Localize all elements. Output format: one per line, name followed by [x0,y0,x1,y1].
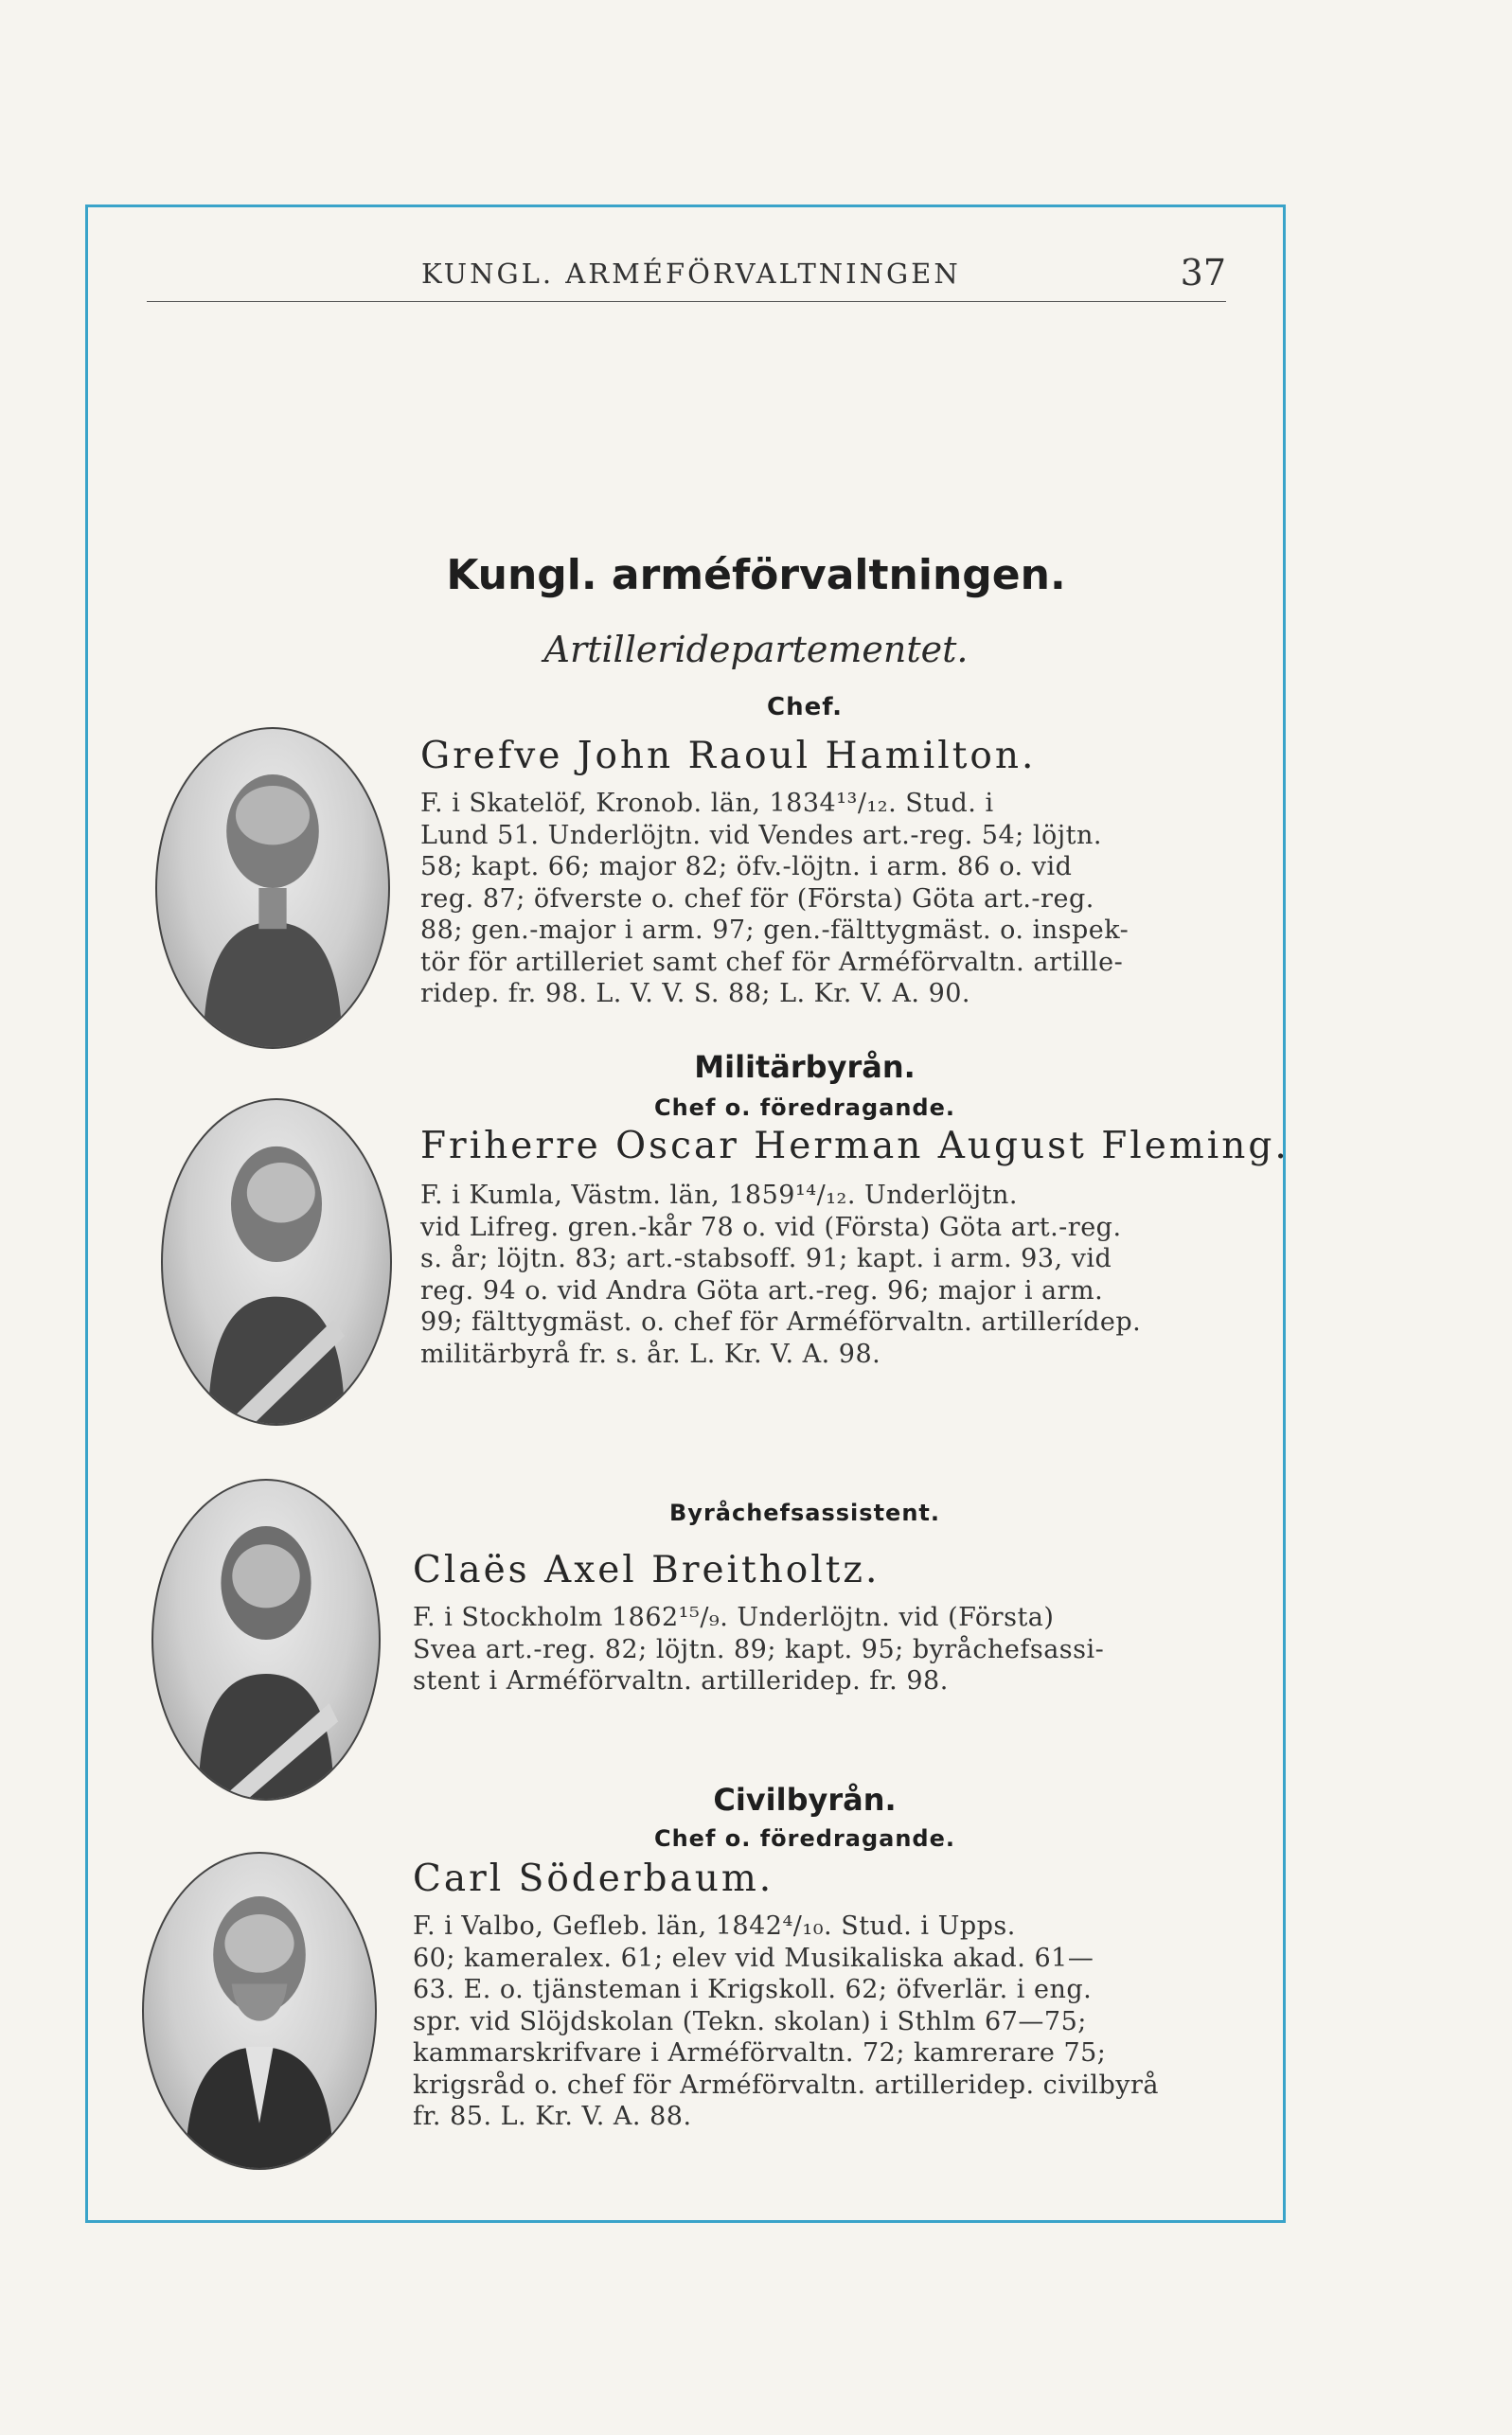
portrait-hamilton [155,727,390,1049]
bio-line: s. år; löjtn. 83; art.-stabsoff. 91; kapt. i arm. 93, vid [420,1244,1112,1273]
bio-line: spr. vid Slöjdskolan (Tekn. skolan) i Sthlm 67—75; [413,2006,1087,2036]
bio-breitholtz [413,1602,1225,1697]
name-hamilton: Grefve John Raoul Hamilton. [420,735,1037,777]
role-civilbyran: Chef o. föredragande. [653,1825,956,1852]
portrait-soderbaum [142,1852,377,2170]
portrait-fleming [161,1098,392,1426]
bio-line: ridep. fr. 98. L. V. V. S. 88; L. Kr. V. A. 90. [420,979,971,1008]
name-soderbaum: Carl Söderbaum. [413,1857,774,1900]
name-fleming: Friherre Oscar Herman August Fleming. [420,1125,1290,1167]
bio-soderbaum [413,1911,1225,2133]
bio-line: F. i Stockholm 1862¹⁵/₉. Underlöjtn. vid (Första) [413,1603,1055,1632]
bio-line: Svea art.-reg. 82; löjtn. 89; kapt. 95; byråchefsassi- [413,1634,1105,1664]
bio-line: reg. 87; öfverste o. chef för (Första) Göta art.-reg. [420,883,1094,914]
bio-line: militärbyrå fr. s. år. L. Kr. V. A. 98. [420,1339,881,1369]
running-head [147,254,1226,302]
bio-line: 58; kapt. 66; major 82; öfv.-löjtn. i arm. 86 o. vid [420,852,1073,881]
bio-line: tör för artilleriet samt chef för Arméförvaltn. artille- [420,947,1124,977]
bio-line: 63. E. o. tjänsteman i Krigskoll. 62; öfverlär. i eng. [413,1975,1093,2004]
page-number: 37 [1180,252,1226,293]
role-assistent: Byråchefsassistent. [669,1500,940,1526]
main-title: Kungl. arméförvaltningen. [446,551,1066,599]
running-title: KUNGL. ARMÉFÖRVALTNINGEN [421,258,961,290]
department-title: Artilleridepartementet. [543,629,969,670]
bio-line: F. i Kumla, Västm. län, 1859¹⁴/₁₂. Underlöjtn. [420,1181,1018,1210]
bio-line: 88; gen.-major i arm. 97; gen.-fälttygmäst. o. inspek- [420,915,1130,945]
section-title-civilbyran: Civilbyrån. [713,1782,897,1818]
chef-label: Chef. [767,693,843,721]
section-title-militarbyran: Militärbyrån. [694,1049,916,1085]
portrait-breitholtz [151,1479,381,1801]
bio-line: F. i Skatelöf, Kronob. län, 1834¹³/₁₂. Stud. i [420,789,994,818]
bio-line: krigsråd o. chef för Arméförvaltn. artilleridep. civilbyrå [413,2070,1160,2100]
bio-line: 60; kameralex. 61; elev vid Musikaliska akad. 61— [413,1943,1094,1973]
bio-line: kammarskrifvare i Arméförvaltn. 72; kamrerare 75; [413,2038,1107,2068]
bio-line: stent i Arméförvaltn. artilleridep. fr. 98. [413,1666,949,1696]
bio-line: fr. 85. L. Kr. V. A. 88. [413,2102,692,2131]
bio-fleming [420,1180,1225,1370]
bio-line: Lund 51. Underlöjtn. vid Vendes art.-reg. 54; löjtn. [420,820,1102,850]
bio-line: reg. 94 o. vid Andra Göta art.-reg. 96; major i arm. [420,1275,1104,1306]
name-breitholtz: Claës Axel Breitholtz. [413,1549,881,1591]
bio-line: F. i Valbo, Gefleb. län, 1842⁴/₁₀. Stud. i Upps. [413,1911,1016,1941]
role-militarbyran: Chef o. föredragande. [653,1094,956,1121]
bio-line: 99; fälttygmäst. o. chef för Arméförvaltn. artillerídep. [420,1307,1142,1337]
bio-hamilton [420,788,1225,1010]
bio-line: vid Lifreg. gren.-kår 78 o. vid (Första) Göta art.-reg. [420,1212,1122,1242]
